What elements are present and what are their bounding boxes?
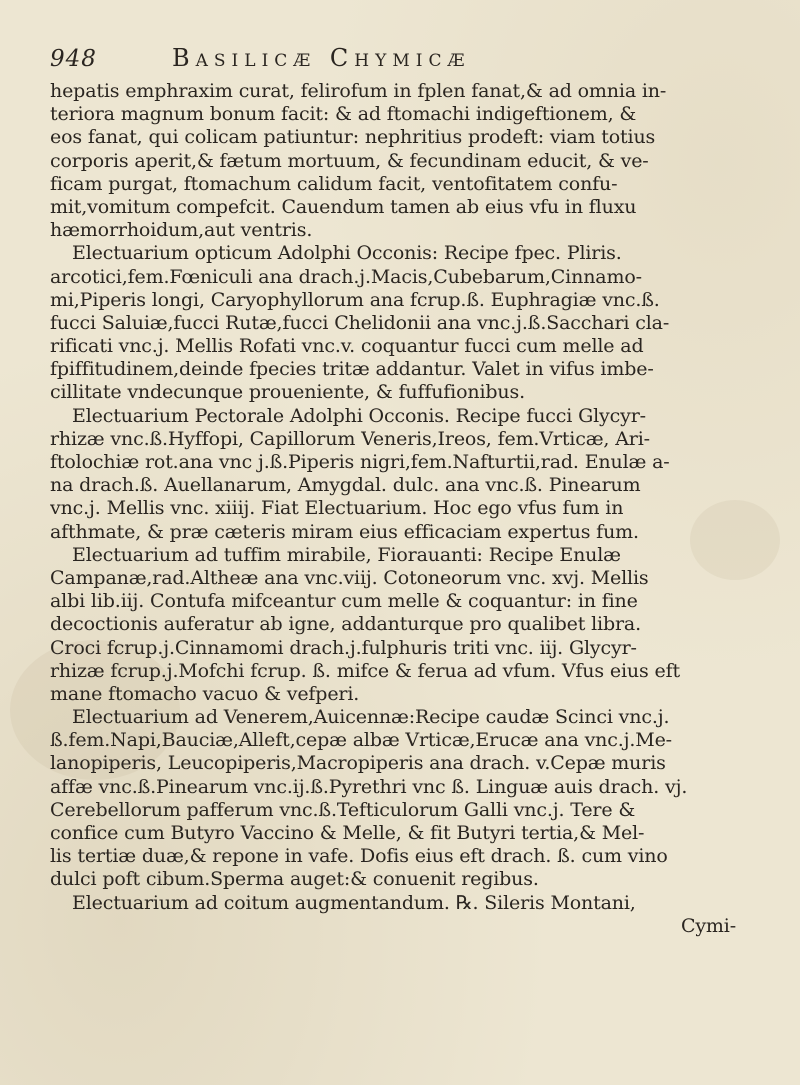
text-line: lanopiperis, Leucopiperis,Macropiperis ana drach. v.Cepæ muris: [50, 752, 666, 775]
text-line: rhizæ vnc.ß.Hyffopi, Capillorum Veneris,Ireos, fem.Vrticæ, Ari-: [50, 427, 650, 450]
text-line: Electuarium Pectorale Adolphi Occonis. Recipe fucci Glycyr-: [72, 404, 646, 427]
text-line: mit,vomitum compefcit. Cauendum tamen ab eius vfu in fluxu: [50, 195, 637, 218]
text-line: Cerebellorum pafferum vnc.ß.Tefticulorum Galli vnc.j. Tere &: [50, 798, 636, 821]
text-line: rhizæ fcrup.j.Mofchi fcrup. ß. mifce & ferua ad vfum. Vfus eius eft: [50, 659, 680, 682]
text-line: afthmate, & præ cæteris miram eius efficaciam expertus fum.: [50, 520, 639, 543]
text-line: cillitate vndecunque proueniente, & fuffufionibus.: [50, 381, 525, 404]
page-number: 948: [50, 46, 97, 72]
text-line: vnc.j. Mellis vnc. xiiij. Fiat Electuarium. Hoc ego vfus fum in: [50, 497, 624, 520]
text-line: Electuarium opticum Adolphi Occonis: Recipe fpec. Pliris.: [72, 242, 622, 265]
text-line: confice cum Butyro Vaccino & Melle, & fit Butyri tertia,& Mel-: [50, 822, 645, 844]
text-line: Electuarium ad tuffim mirabile, Fiorauanti: Recipe Enulæ: [72, 543, 621, 566]
text-line: hepatis emphraxim curat, felirofum in fplen fanat,& ad omnia in-: [50, 80, 667, 102]
text-line: ß.fem.Napi,Bauciæ,Alleft,cepæ albæ Vrticæ,Erucæ ana vnc.j.Me-: [50, 729, 672, 752]
text-line: na drach.ß. Auellanarum, Amygdal. dulc. ana vnc.ß. Pinearum: [50, 474, 641, 497]
text-line: Electuarium ad coitum augmentandum. ℞. Sileris Montani,: [72, 891, 636, 914]
text-line: ficam purgat, ftomachum calidum facit, ventofitatem confu-: [50, 172, 618, 195]
text-line: dulci poft cibum.Sperma auget:& conuenit regibus.: [50, 868, 539, 891]
text-line: ftolochiæ rot.ana vnc j.ß.Piperis nigri,fem.Nafturtii,rad. Enulæ a-: [50, 451, 670, 473]
text-line: arcotici,fem.Fœniculi ana drach.j.Macis,Cubebarum,Cinnamo-: [50, 265, 642, 288]
catchword: Cymi-: [680, 914, 736, 937]
text-line: lis tertiæ duæ,& repone in vafe. Dofis eius eft drach. ß. cum vino: [50, 845, 668, 868]
text-line: fpiffitudinem,deinde fpecies tritæ addantur. Valet in vifus imbe-: [50, 358, 654, 381]
text-line: mi,Piperis longi, Caryophyllorum ana fcrup.ß. Euphragiæ vnc.ß.: [50, 288, 660, 311]
text-line: Electuarium ad Venerem,Auicennæ:Recipe caudæ Scinci vnc.j.: [72, 706, 670, 729]
text-line: hæmorrhoidum,aut ventris.: [50, 219, 313, 242]
body-text: [50, 80, 766, 938]
text-line: albi lib.iij. Contufa mifceantur cum melle & coquantur: in fine: [50, 590, 638, 613]
text-line: fucci Saluiæ,fucci Rutæ,fucci Chelidonii ana vnc.j.ß.Sacchari cla-: [50, 311, 670, 334]
text-line: rificati vnc.j. Mellis Rofati vnc.v. coquantur fucci cum melle ad: [50, 335, 644, 358]
text-line: teriora magnum bonum facit: & ad ftomachi indigeftionem, &: [50, 103, 637, 126]
text-line: decoctionis auferatur ab igne, addanturque pro qualibet libra.: [50, 613, 641, 636]
text-line: mane ftomacho vacuo & vefperi.: [50, 682, 360, 705]
text-line: corporis aperit,& fætum mortuum, & fecundinam educit, & ve-: [50, 149, 649, 172]
running-head: [40, 44, 760, 76]
text-line: Croci fcrup.j.Cinnamomi drach.j.fulphuris triti vnc. iij. Glycyr-: [50, 636, 637, 659]
text-line: eos fanat, qui colicam patiuntur: nephritius prodeft: viam totius: [50, 126, 656, 149]
text-line: affæ vnc.ß.Pinearum vnc.ij.ß.Pyrethri vnc ß. Linguæ auis drach. vj.: [50, 775, 688, 798]
running-title: Basilicæ Chymicæ: [172, 44, 471, 72]
text-line: Campanæ,rad.Altheæ ana vnc.viij. Cotoneorum vnc. xvj. Mellis: [50, 566, 649, 589]
